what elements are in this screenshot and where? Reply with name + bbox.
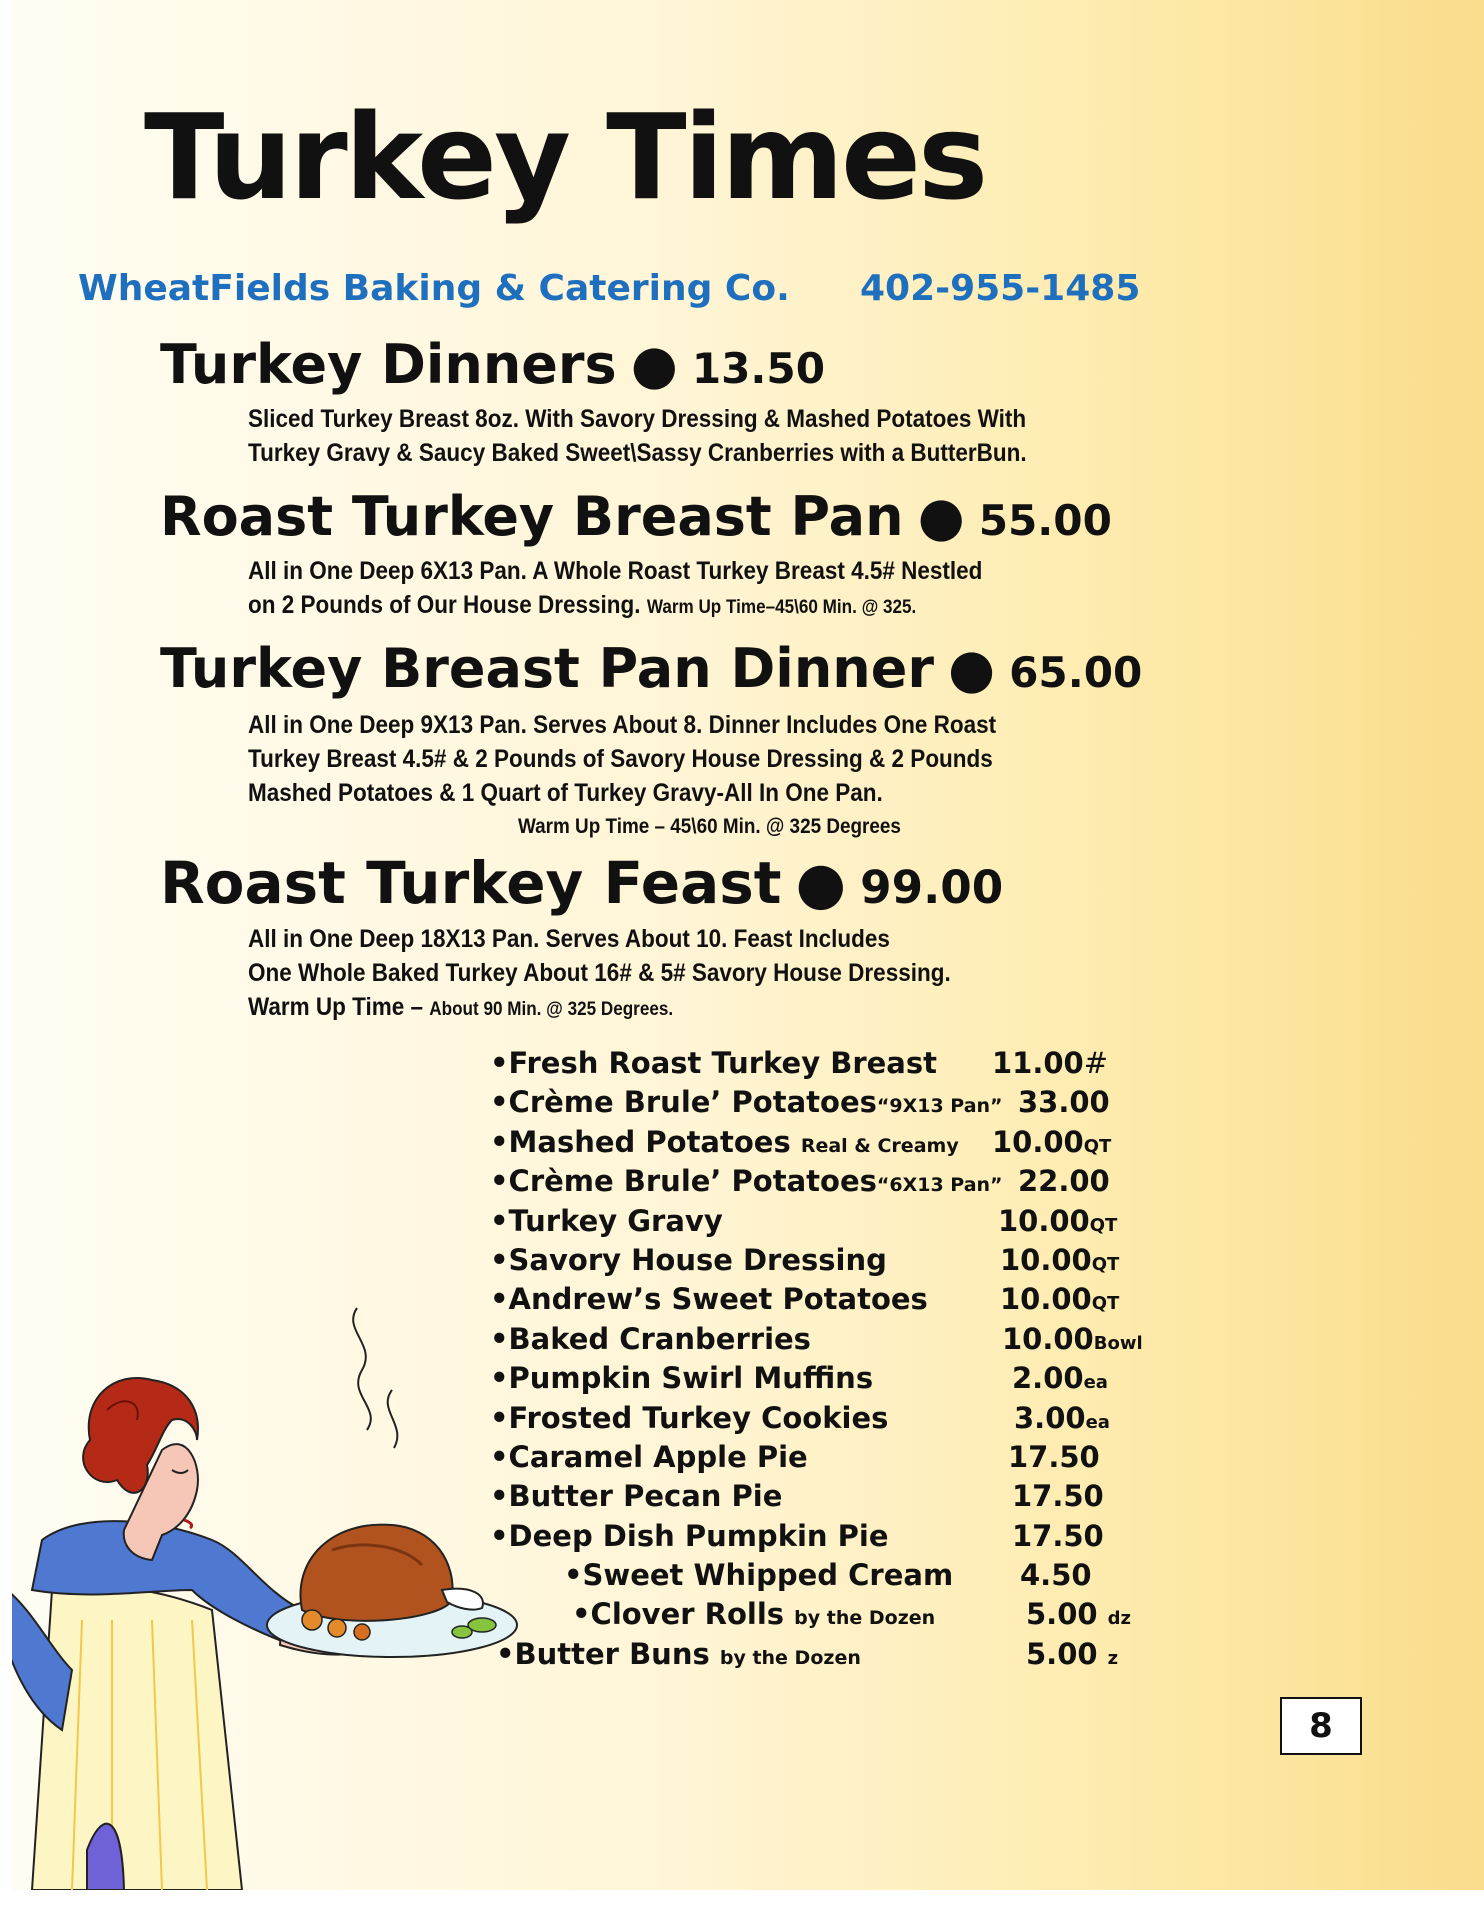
item-price: 10.00QT: [1000, 1242, 1120, 1277]
item-price: 17.50: [1012, 1518, 1104, 1553]
menu-item: [490, 1046, 1170, 1085]
side-items-list: [490, 1046, 1170, 1676]
description-line: Mashed Potatoes & 1 Quart of Turkey Gravy-All In One Pan.: [248, 779, 883, 807]
item-price: 10.00QT: [992, 1124, 1112, 1159]
special-price: 65.00: [1009, 648, 1143, 697]
item-name: •Butter Pecan Pie: [490, 1479, 783, 1514]
item-price: 10.00Bowl: [1002, 1321, 1143, 1356]
menu-item: [490, 1558, 1170, 1597]
warm-up-time: Warm Up Time–45\60 Min. @ 325.: [646, 597, 917, 618]
phone-number: 402-955-1485: [860, 268, 1141, 309]
item-name: •Sweet Whipped Cream: [564, 1558, 954, 1593]
item-name: •Pumpkin Swirl Muffins: [490, 1361, 874, 1396]
description-line: All in One Deep 6X13 Pan. A Whole Roast Turkey Breast 4.5# Nestled: [248, 557, 983, 585]
item-name: •Butter Buns by the Dozen: [496, 1636, 861, 1671]
menu-item: [490, 1282, 1170, 1321]
item-name: •Savory House Dressing: [490, 1242, 887, 1277]
menu-item: [490, 1361, 1170, 1400]
item-name: •Andrew’s Sweet Potatoes: [490, 1282, 928, 1317]
menu-item: [490, 1125, 1170, 1164]
item-price: 33.00: [1018, 1085, 1110, 1120]
item-name: •Baked Cranberries: [490, 1321, 811, 1356]
special-heading-turkey-breast-pan-dinner: [160, 637, 1143, 700]
bullet-icon: ●: [917, 485, 965, 548]
item-price: 22.00: [1018, 1164, 1110, 1199]
description-text: on 2 Pounds of Our House Dressing.: [248, 591, 641, 619]
menu-item: [490, 1243, 1170, 1282]
item-name: •Deep Dish Pumpkin Pie: [490, 1518, 889, 1553]
menu-item: [490, 1204, 1170, 1243]
description-line: One Whole Baked Turkey About 16# & 5# Savory House Dressing.: [248, 959, 951, 987]
description-line: [248, 588, 982, 625]
item-price: 10.00QT: [1000, 1282, 1120, 1317]
bullet-icon: ●: [630, 333, 678, 396]
bullet-icon: ●: [795, 849, 847, 917]
item-name: •Crème Brule’ Potatoes“9X13 Pan”: [490, 1085, 1003, 1120]
special-description: [248, 708, 996, 844]
item-price: 5.00 dz: [1026, 1597, 1132, 1632]
special-price: 55.00: [978, 496, 1112, 545]
item-name: •Caramel Apple Pie: [490, 1439, 808, 1474]
page-title: Turkey Times: [144, 88, 986, 226]
warm-up-time: About 90 Min. @ 325 Degrees.: [429, 999, 674, 1020]
menu-item: [490, 1597, 1170, 1636]
menu-item: [490, 1479, 1170, 1518]
menu-item: [490, 1519, 1170, 1558]
special-description: [248, 922, 951, 1027]
bullet-icon: ●: [947, 637, 996, 700]
item-price: 10.00QT: [998, 1203, 1118, 1238]
item-price: 3.00ea: [1014, 1400, 1110, 1435]
description-line: Turkey Breast 4.5# & 2 Pounds of Savory House Dressing & 2 Pounds: [248, 745, 993, 773]
item-name: •Fresh Roast Turkey Breast: [490, 1046, 937, 1080]
item-name: •Turkey Gravy: [490, 1203, 723, 1238]
special-price: 13.50: [691, 344, 826, 393]
special-name: Roast Turkey Breast Pan: [160, 485, 904, 548]
item-name: •Mashed Potatoes Real & Creamy: [490, 1124, 959, 1159]
item-name: •Frosted Turkey Cookies: [490, 1400, 889, 1435]
description-line: [248, 990, 951, 1027]
item-price: 11.00#: [992, 1046, 1109, 1080]
menu-page: [12, 0, 1484, 1890]
description-line: Turkey Gravy & Saucy Baked Sweet\Sassy Cranberries with a ButterBun.: [248, 439, 1027, 467]
menu-item: [490, 1164, 1170, 1203]
description-line: All in One Deep 18X13 Pan. Serves About 10. Feast Includes: [248, 925, 890, 953]
special-heading-turkey-dinners: [160, 333, 826, 396]
company-name: WheatFields Baking & Catering Co.: [78, 268, 790, 309]
special-description: [248, 402, 1027, 470]
menu-item: [490, 1440, 1170, 1479]
menu-item: [490, 1322, 1170, 1361]
description-line: Sliced Turkey Breast 8oz. With Savory Dressing & Mashed Potatoes With: [248, 405, 1027, 433]
item-name: •Crème Brule’ Potatoes“6X13 Pan”: [490, 1164, 1003, 1199]
item-name: •Clover Rolls by the Dozen: [572, 1597, 936, 1632]
special-heading-roast-turkey-breast-pan: [160, 485, 1112, 548]
warm-up-label: Warm Up Time –: [248, 993, 424, 1021]
page-number: 8: [1280, 1697, 1362, 1755]
warm-up-time: Warm Up Time – 45\60 Min. @ 325 Degrees: [518, 815, 901, 838]
menu-item: [490, 1637, 1170, 1676]
description-line: All in One Deep 9X13 Pan. Serves About 8. Dinner Includes One Roast: [248, 711, 997, 739]
item-price: 2.00ea: [1012, 1361, 1108, 1396]
special-name: Turkey Dinners: [160, 333, 617, 396]
special-heading-roast-turkey-feast: [160, 849, 1004, 917]
item-price: 17.50: [1008, 1439, 1100, 1474]
item-price: 4.50: [1020, 1558, 1092, 1593]
menu-item: [490, 1401, 1170, 1440]
special-name: Roast Turkey Feast: [160, 849, 782, 917]
item-price: 17.50: [1012, 1479, 1104, 1514]
special-price: 99.00: [860, 861, 1004, 914]
item-price: 5.00 z: [1026, 1636, 1119, 1671]
special-description: [248, 554, 982, 625]
special-name: Turkey Breast Pan Dinner: [160, 637, 934, 700]
menu-item: [490, 1085, 1170, 1124]
woman-serving-turkey-icon: [12, 1290, 572, 1890]
